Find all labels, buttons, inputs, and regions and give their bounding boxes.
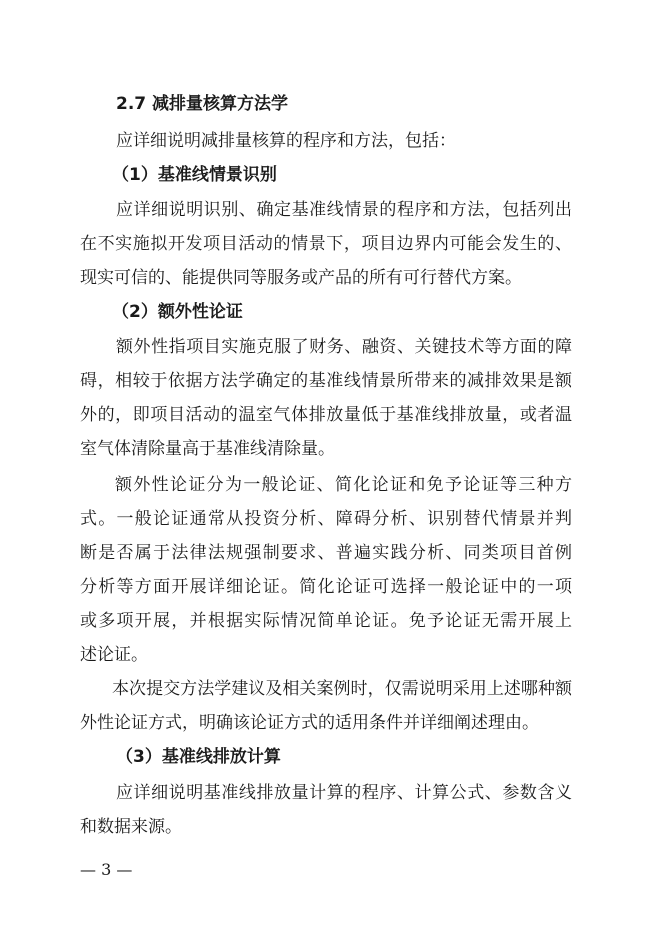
intro-paragraph: 应详细说明减排量核算的程序和方法，包括： (116, 131, 456, 151)
paragraph-line: 外性论证方式，明确该论证方式的适用条件并详细阐述理由。 (80, 713, 539, 733)
paragraph-line: 碍，相较于依据方法学确定的基准线情景所带来的减排效果是额 (80, 371, 572, 391)
paragraph-line: 额外性论证分为一般论证、简化论证和免予论证等三种方 (115, 475, 572, 495)
paragraph-line: 和数据来源。 (80, 817, 182, 837)
paragraph-line: 式。一般论证通常从投资分析、障碍分析、识别替代情景并判 (80, 509, 572, 529)
paragraph-line: 本次提交方法学建议及相关案例时，仅需说明采用上述哪种额 (112, 679, 572, 699)
subsection-title-2: （2）额外性论证 (112, 302, 243, 322)
subsection-title-3: （3）基准线排放计算 (116, 747, 281, 767)
paragraph-line: 现实可信的、能提供同等服务或产品的所有可行替代方案。 (80, 268, 522, 288)
paragraph-line: 室气体清除量高于基准线清除量。 (80, 439, 335, 459)
paragraph-line: 或多项开展，并根据实际情况简单论证。免予论证无需开展上 (80, 611, 572, 631)
paragraph-line: 应详细说明基准线排放量计算的程序、计算公式、参数含义 (116, 783, 572, 803)
subsection-title-1: （1）基准线情景识别 (112, 165, 277, 185)
paragraph-line: 述论证。 (80, 645, 148, 665)
paragraph-line: 在不实施拟开发项目活动的情景下，项目边界内可能会发生的、 (80, 234, 572, 254)
paragraph-line: 外的，即项目活动的温室气体排放量低于基准线排放量，或者温 (80, 405, 572, 425)
paragraph-line: 应详细说明识别、确定基准线情景的程序和方法，包括列出 (116, 200, 572, 220)
paragraph-line: 断是否属于法律法规强制要求、普遍实践分析、同类项目首例 (80, 543, 572, 563)
page-number: — 3 — (80, 860, 133, 879)
paragraph-line: 额外性指项目实施克服了财务、融资、关键技术等方面的障 (116, 337, 572, 357)
paragraph-line: 分析等方面开展详细论证。简化论证可选择一般论证中的一项 (80, 577, 572, 597)
section-title: 2.7 减排量核算方法学 (116, 94, 289, 114)
